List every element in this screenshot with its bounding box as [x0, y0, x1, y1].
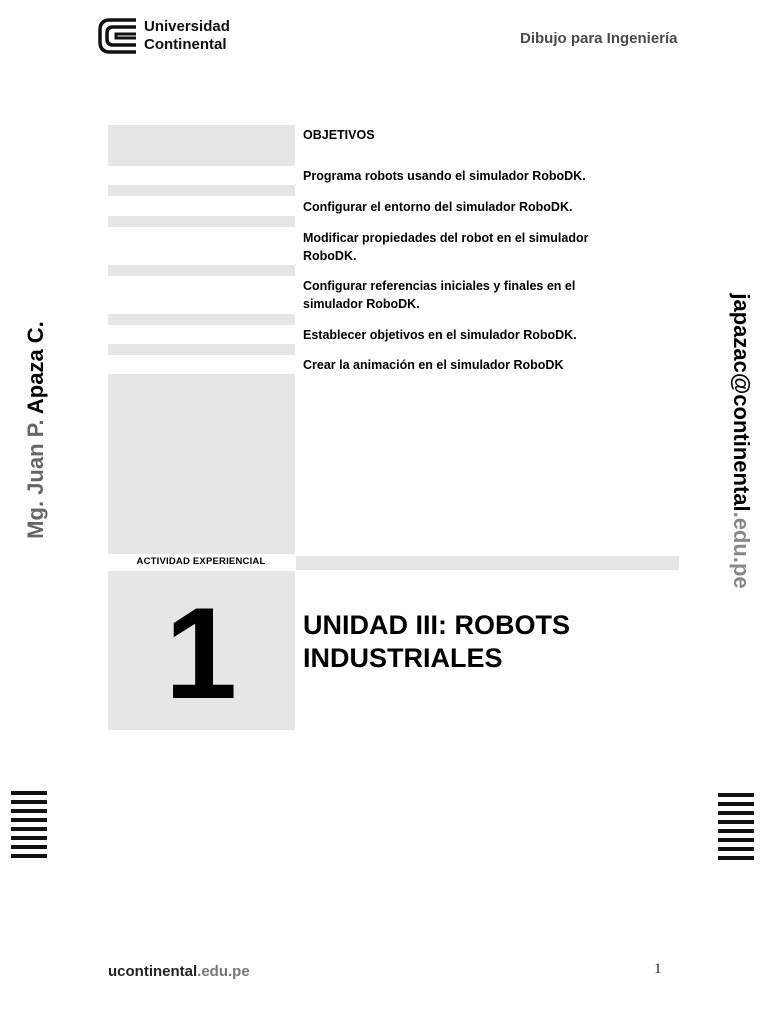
course-title: Dibujo para Ingeniería — [520, 30, 678, 47]
objective-item: Programa robots usando el simulador RoboDK. — [303, 169, 586, 183]
objective-item: Crear la animación en el simulador RoboDK — [303, 358, 564, 372]
university-name-line1: Universidad — [144, 18, 230, 35]
page-number: 1 — [654, 961, 662, 977]
unit-title-line2: INDUSTRIALES — [303, 643, 503, 673]
activity-number: 1 — [164, 580, 238, 726]
objective-item: Configurar referencias iniciales y finales en el simulador RoboDK. — [303, 279, 576, 311]
university-name — [144, 18, 230, 54]
objective-item: Modificar propiedades del robot en el simulador RoboDK. — [303, 231, 589, 263]
author-surname: Apaza C. — [23, 321, 48, 415]
author-prefix: Mg. Juan P. — [23, 414, 48, 539]
panel-objectives-body — [108, 374, 295, 554]
author-name — [23, 321, 49, 539]
panel-divider — [108, 265, 295, 276]
footer-url-domain: .edu.pe — [197, 963, 250, 980]
objectives-heading: OBJETIVOS — [303, 128, 375, 142]
email-domain: .edu.pe — [729, 511, 754, 589]
activity-label-bar — [296, 556, 679, 570]
footer-url-main: ucontinental — [108, 963, 198, 980]
panel-divider — [108, 185, 295, 196]
stripe-marker-right-icon — [718, 793, 754, 865]
unit-title-line1: UNIDAD III: ROBOTS — [303, 610, 570, 640]
stripe-marker-left-icon — [11, 791, 47, 863]
university-name-line2: Continental — [144, 36, 227, 53]
objective-item: Establecer objetivos en el simulador RoboDK. — [303, 328, 577, 342]
objective-item: Configurar el entorno del simulador RoboDK. — [303, 200, 573, 214]
footer-website — [108, 963, 250, 980]
panel-divider — [108, 344, 295, 355]
activity-label: ACTIVIDAD EXPERIENCIAL — [136, 556, 266, 567]
author-email — [728, 293, 754, 588]
panel-divider — [108, 314, 295, 325]
unit-title — [303, 609, 570, 675]
panel-divider — [108, 216, 295, 227]
email-user: japazac@continental — [729, 293, 754, 512]
panel-objectives-header — [108, 125, 295, 166]
